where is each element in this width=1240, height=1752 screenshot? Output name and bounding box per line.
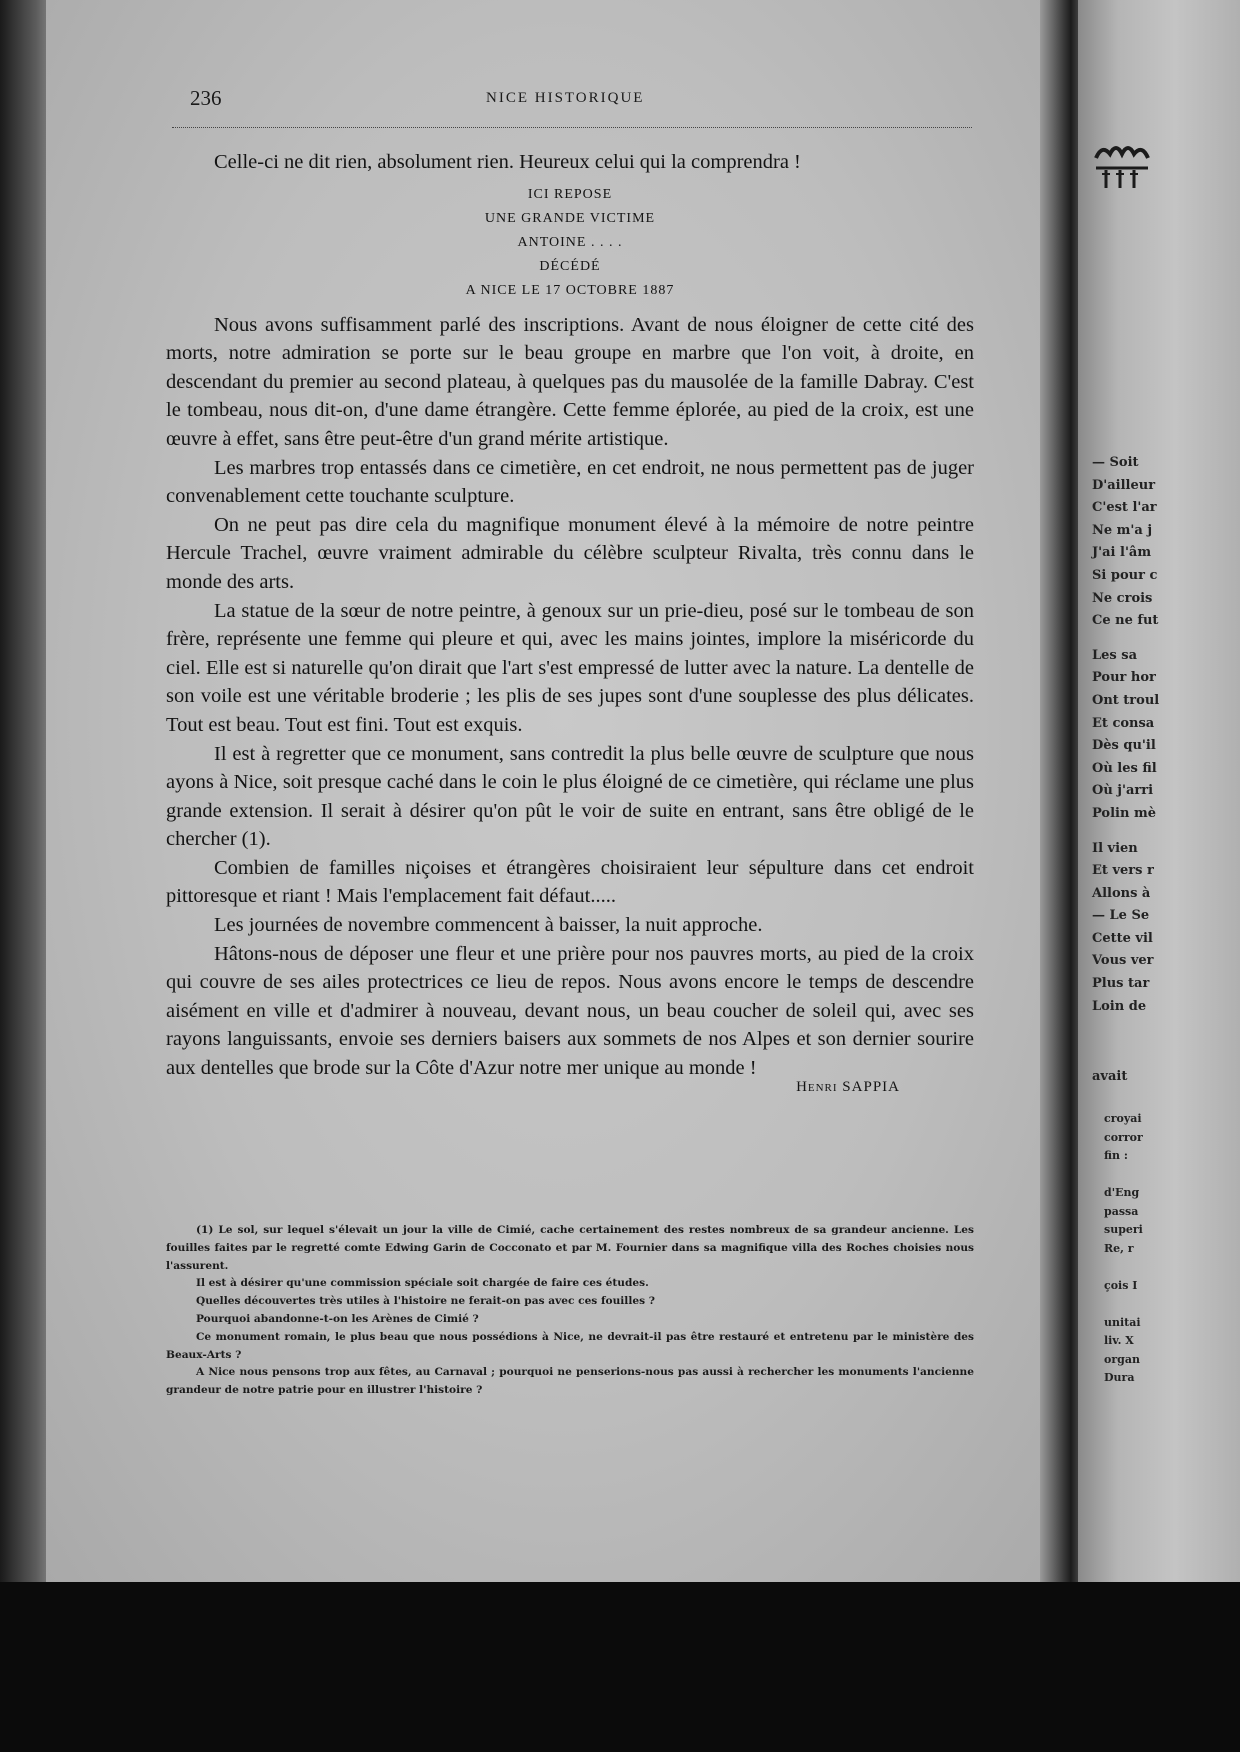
adjacent-page-line: — Soit <box>1092 455 1139 470</box>
adjacent-page-line: Ont troul <box>1092 692 1160 708</box>
ornament-icon <box>1092 138 1152 198</box>
adjacent-page-line: avait <box>1092 1069 1128 1085</box>
adjacent-page-line: Où les fil <box>1092 760 1157 776</box>
paragraph: La statue de la sœur de notre peintre, à genoux sur un prie-dieu, posé sur le tombeau de son frère, représente une femme qui pleure et qui, avec les mains jointes, implore la miséricorde du ciel. Elle est si naturelle qu'on dirait que l'art s'est empressé de lutter avec la nature. La dentelle de son voile est une véritable broderie ; les plis de ses jupes sont d'une souplesse des plus délicates. Tout est beau. Tout est fini. Tout est exquis. <box>166 599 974 736</box>
adjacent-page-line <box>1092 1042 1159 1054</box>
paragraph: Les journées de novembre commencent à baisser, la nuit approche. <box>214 914 763 937</box>
adjacent-page-line: Ce ne fut <box>1092 613 1159 629</box>
paragraph: Les marbres trop entassés dans ce cimetière, en cet endroit, ne nous permettent pas de juger convenablement cette touchante sculpture. <box>166 456 974 508</box>
paragraph: Hâtons-nous de déposer une fleur et une prière pour nos pauvres morts, au pied de la croix qui couvre de ses ailes protectrices ce lieu de repos. Nous avons encore le temps de descendre aisément en ville et d'admirer à nouveau, devant nous, un beau coucher de soleil qui, avec ses rayons languissants, envoie ses derniers baisers aux sommets de nos Alpes et son dernier sourire aux dentelles que brode sur la Côte d'Azur notre mer unique au monde ! <box>166 942 974 1080</box>
footnote: Il est à désirer qu'une commission spéciale soit chargée de faire ces études. <box>196 1277 649 1290</box>
adjacent-page-line <box>1092 1018 1159 1030</box>
epitaph-line: UNE GRANDE VICTIME <box>484 210 656 226</box>
adjacent-page-line: Loin de <box>1092 998 1147 1014</box>
adjacent-page-line: C'est l'ar <box>1092 500 1157 516</box>
footnote: Pourquoi abandonne-t-on les Arènes de Cimié ? <box>196 1312 479 1325</box>
author-name: Henri SAPPIA <box>796 1078 900 1095</box>
header-rule <box>172 127 972 128</box>
adjacent-page <box>1078 0 1240 1582</box>
adjacent-page-line: Vous ver <box>1092 953 1154 969</box>
paragraph: Il est à regretter que ce monument, sans contredit la plus belle œuvre de sculpture que nous ayons à Nice, soit presque caché dans le coin le plus éloigné de ce cimetière, qui réclame une plus grande extension. Il serait à désirer qu'on pût le voir de suite en entrant, sans être obligé de le chercher (1). <box>166 742 974 851</box>
adjacent-page-line: J'ai l'âm <box>1092 545 1152 561</box>
adjacent-page-line: fin : <box>1104 1149 1128 1162</box>
adjacent-page-line <box>1092 1054 1159 1066</box>
page-header <box>190 86 970 126</box>
adjacent-page-line <box>1104 1295 1143 1314</box>
paragraph: Nous avons suffisamment parlé des inscriptions. Avant de nous éloigner de cette cité des morts, notre admiration se porte sur le beau groupe en marbre que l'on voit, à droite, en descendant du premier au second plateau, à quelques pas du mausolée de la famille Dabray. C'est le tombeau, nous dit-on, d'une dame étrangère. Cette femme éplorée, au pied de la croix, est une œuvre à effet, sans être peut-être d'un grand mérite artistique. <box>166 313 974 450</box>
adjacent-page-line: Où j'arri <box>1092 783 1154 799</box>
adjacent-page-line <box>1092 826 1159 838</box>
opening-line: Celle-ci ne dit rien, absolument rien. Heureux celui qui la comprendra ! <box>214 151 801 173</box>
adjacent-page-line: Les sa <box>1092 647 1137 663</box>
adjacent-page-line: D'ailleur <box>1092 477 1156 493</box>
adjacent-page-line: Ne m'a j <box>1092 522 1153 538</box>
epitaph-line: ICI REPOSE <box>527 186 613 202</box>
adjacent-page-line: croyai <box>1104 1112 1142 1125</box>
adjacent-page-line: Allons à <box>1092 885 1151 901</box>
adjacent-page-line: unitai <box>1104 1315 1141 1329</box>
adjacent-page-line <box>1092 633 1159 645</box>
adjacent-page-line: Cette vil <box>1092 930 1153 946</box>
adjacent-page-line: Polin mè <box>1092 805 1156 821</box>
epitaph-line: ANTOINE . . . . <box>517 234 623 250</box>
adjacent-page-line: corror <box>1104 1130 1143 1144</box>
adjacent-page-line <box>1104 1258 1143 1277</box>
adjacent-page-line: superi <box>1104 1223 1143 1236</box>
footnote: A Nice nous pensons trop aux fêtes, au Carnaval ; pourquoi ne penserions-nous pas aussi à rechercher les monuments l'ancienne grandeur de notre patrie pour en illustrer l'histoire ? <box>166 1366 974 1397</box>
running-title: NICE HISTORIQUE <box>486 90 645 106</box>
adjacent-page-lines-bottom <box>1104 1110 1143 1388</box>
footnotes <box>166 1222 974 1400</box>
adjacent-page-line: Si pour c <box>1092 567 1158 583</box>
adjacent-page-line: Re, r <box>1104 1241 1134 1255</box>
adjacent-page-line: passa <box>1104 1204 1139 1218</box>
epitaph-line: DÉCÉDÉ <box>539 258 601 274</box>
footnote: (1) Le sol, sur lequel s'élevait un jour la ville de Cimié, cache certainement des restes nombreux de sa grandeur ancienne. Les fouilles faites par le regretté comte Edwing Garin de Cocconato et par M. Fournier dans sa magnifique villa des Roches choisies nous l'assurent. <box>166 1224 974 1272</box>
page-number: 236 <box>190 86 222 110</box>
footnote: Ce monument romain, le plus beau que nous possédions à Nice, ne devrait-il pas être restauré et entretenu par le ministère des Beaux-Arts ? <box>166 1330 974 1361</box>
adjacent-page-line: Il vien <box>1092 840 1138 856</box>
scan-background <box>0 1582 1240 1752</box>
adjacent-page-line: Ne crois <box>1092 590 1153 606</box>
adjacent-page-line: organ <box>1104 1352 1140 1366</box>
adjacent-page-lines-top <box>1092 452 1159 1089</box>
paragraph: On ne peut pas dire cela du magnifique monument élevé à la mémoire de notre peintre Hercule Trachel, œuvre vraiment admirable du célèbre sculpteur Rivalta, très connu dans le monde des arts. <box>166 513 974 593</box>
adjacent-page-line: Pour hor <box>1092 670 1156 686</box>
adjacent-page-line <box>1092 1030 1159 1042</box>
article-body <box>166 148 974 1099</box>
epitaph-line: A NICE LE 17 OCTOBRE 1887 <box>465 282 675 298</box>
adjacent-page-line: d'Eng <box>1104 1186 1140 1199</box>
adjacent-page-line: çois I <box>1104 1278 1138 1292</box>
adjacent-page-line: liv. X <box>1104 1334 1134 1347</box>
adjacent-page-line: Et vers r <box>1092 863 1154 879</box>
adjacent-page-line: Dura <box>1104 1371 1135 1384</box>
footnote: Quelles découvertes très utiles à l'histoire ne ferait-on pas avec ces fouilles ? <box>196 1295 655 1308</box>
adjacent-page-line <box>1104 1166 1143 1185</box>
adjacent-page-line: Plus tar <box>1092 976 1150 992</box>
adjacent-page-line: Dès qu'il <box>1092 738 1156 754</box>
adjacent-page-line: Et consa <box>1092 715 1155 731</box>
adjacent-page-line: — Le Se <box>1092 908 1150 924</box>
epitaph-inscription <box>166 183 974 303</box>
paragraph: Combien de familles niçoises et étrangères choisiraient leur sépulture dans cet endroit pittoresque et riant ! Mais l'emplacement fait défaut..... <box>166 856 974 908</box>
